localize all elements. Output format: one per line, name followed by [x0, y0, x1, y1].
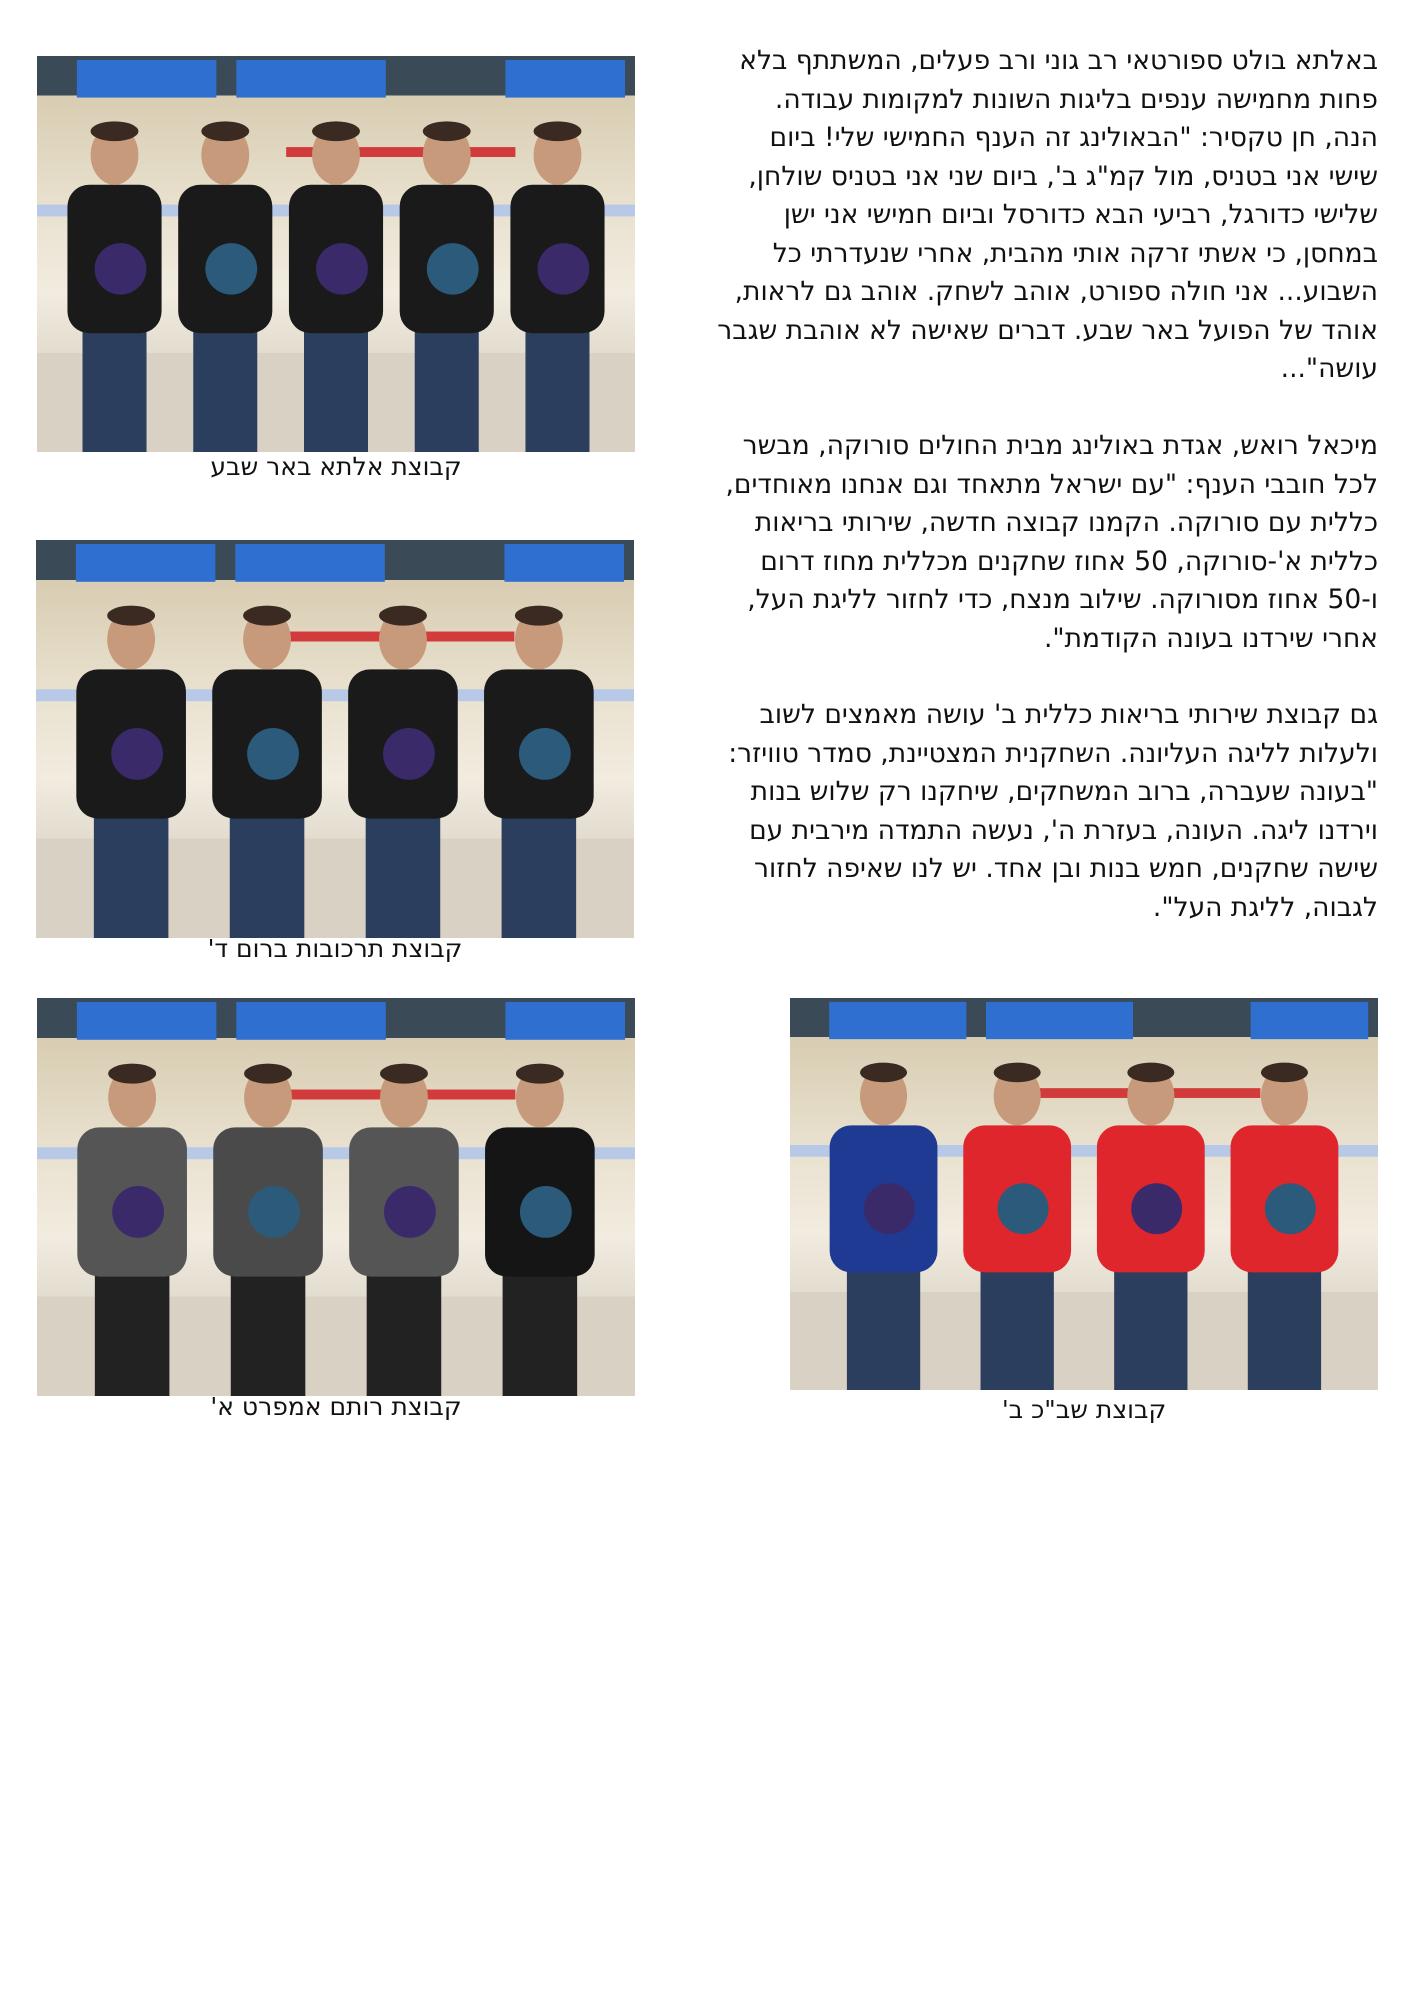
photo-caption: קבוצת אלתא באר שבע: [210, 452, 462, 481]
article-paragraph-2: מיכאל רואש, אגדת באולינג מבית החולים סורוקה, מבשר לכל חובבי הענף: "עם ישראל מתאחד וגם אנחנו מאוחדים, כללית עם סורוקה. הקמנו קבוצה חדשה, שירותי בריאות כללית א'-סורוקה, 50 אחוז שחקנים מכללית מחוז דרום ו-50 אחוז מסורוקה. שילוב מנצח, כדי לחזור לליגת העל, אחרי שירדנו בעונה הקודמת".: [725, 430, 1378, 654]
team-photo-scene: [37, 998, 635, 1396]
team-photo-scene: [790, 998, 1378, 1390]
article-paragraph-1: באלתא בולט ספורטאי רב גוני ורב פעלים, המשתתף בלא פחות מחמישה ענפים בליגות השונות למקומות עבודה. הנה, חן טקסיר: "הבאולינג זה הענף החמישי שלי! ביום שישי אני בטניס, מול קמ"ג ב', ביום שני אני בטניס שולחן, שלישי כדורגל, רביעי הבא כדורסל וביום חמישי אני ישן במחסן, כי אשתי זרקה אותי מהבית, אחרי שנעדרתי כל השבוע... אני חולה ספורט, אוהב לשחק. אוהב גם לראות, אוהד של הפועל באר שבע. דברים שאישה לא אוהבת שגבר עושה"...: [717, 45, 1378, 384]
team-photo-scene: [37, 56, 635, 452]
team-photo: [37, 56, 635, 452]
team-photo: [36, 540, 634, 938]
team-photo: [37, 998, 635, 1396]
team-photo-scene: [36, 540, 634, 938]
photo-caption: קבוצת שב"כ ב': [1001, 1395, 1167, 1424]
photo-caption: קבוצת רותם אמפרט א': [210, 1392, 462, 1421]
article-paragraph-3: גם קבוצת שירותי בריאות כללית ב' עושה מאמצים לשוב ולעלות לליגה העליונה. השחקנית המצטיינת, סמדר טוויזר: "בעונה שעברה, ברוב המשחקים, שיחקנו רק שלוש בנות וירדנו ליגה. העונה, בעזרת ה', נעשה התמדה מירבית עם שישה שחקנים, חמש בנות ובן אחד. יש לנו שאיפה לחזור לגבוה, לליגת העל".: [728, 699, 1378, 923]
photo-caption: קבוצת תרכובות ברום ד': [207, 934, 463, 963]
team-photo: [790, 998, 1378, 1390]
